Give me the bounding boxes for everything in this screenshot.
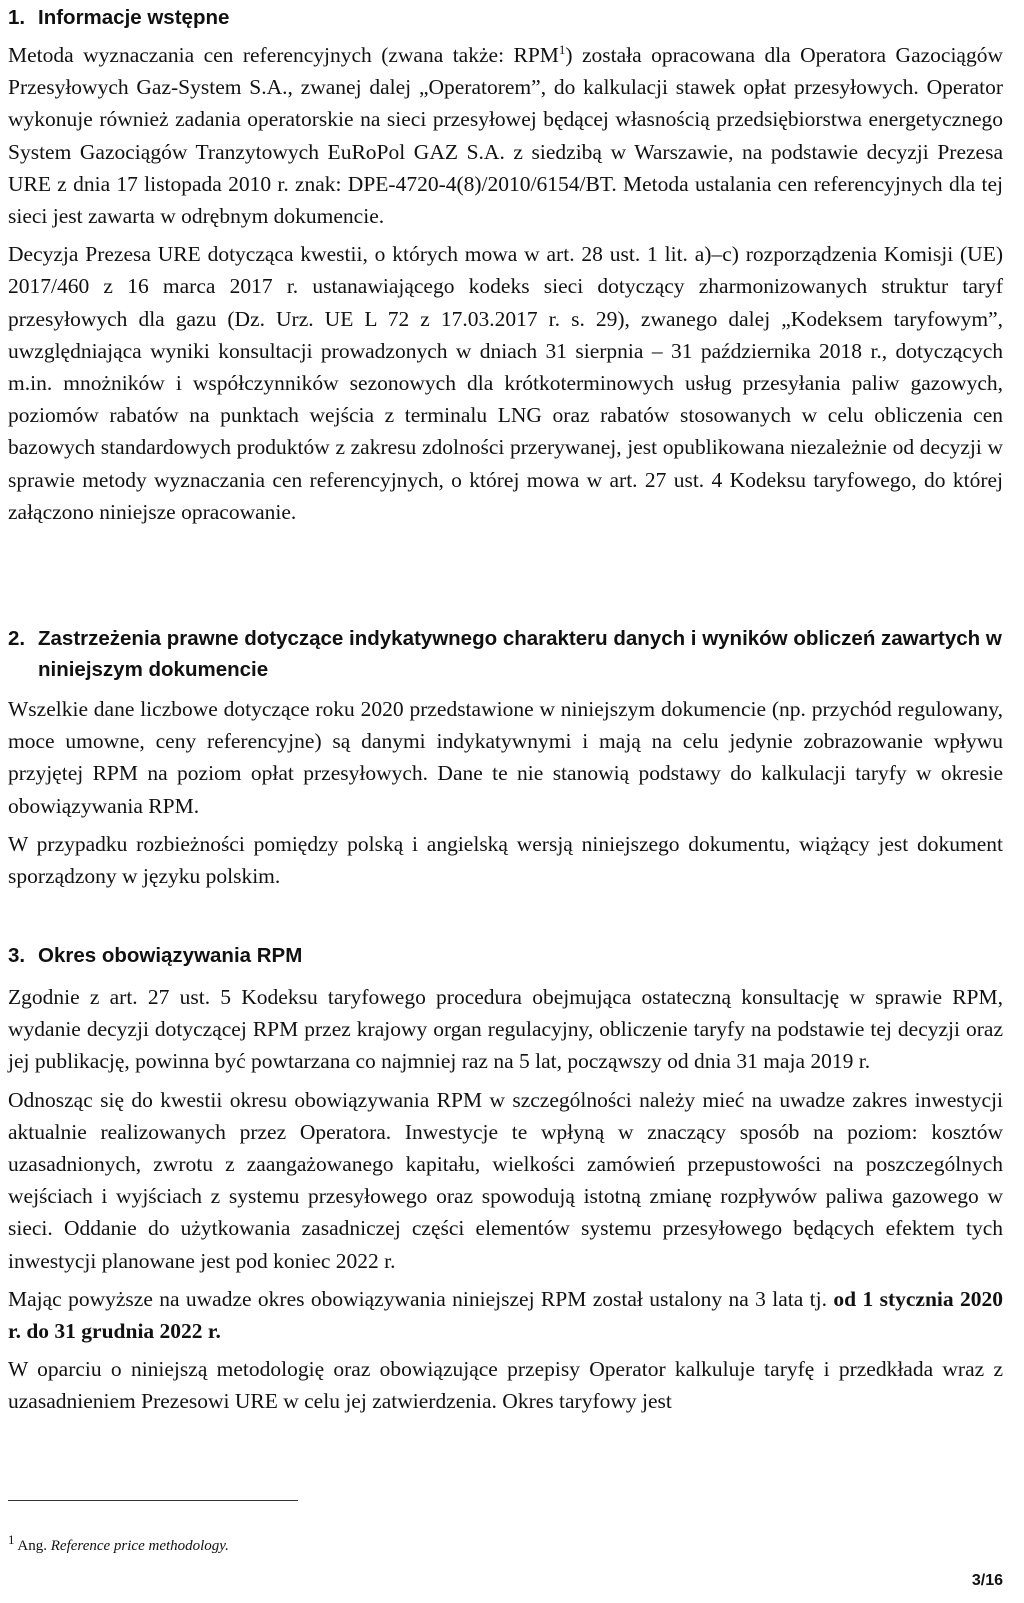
- section-1-title: Informacje wstępne: [38, 6, 230, 29]
- section-3-heading: [8, 940, 1003, 971]
- section-2-paragraph-1: Wszelkie dane liczbowe dotyczące roku 2020 przedstawione w niniejszym dokumencie (np. przychód regulowany, moce umowne, ceny referencyjne) są danymi indykatywnymi i mają na celu jedynie zobrazowanie wpływu przyjętej RPM na poziom opłat przesyłowych. Dane te nie stanowią podstawy do kalkulacji taryfy w okresie obowiązywania RPM.: [8, 697, 1003, 818]
- section-1-paragraph-1-text-b: ) została opracowana dla Operatora Gazociągów Przesyłowych Gaz-System S.A., zwanej dalej „Operatorem”, do kalkulacji stawek opłat przesyłowych. Operator wykonuje również zadania operatorskie na sieci przesyłowej będącej własnością przedsiębiorstwa energetycznego System Gazociągów Tranzytowych EuRoPol GAZ S.A. z siedzibą w Warszawie, na podstawie decyzji Prezesa URE z dnia 17 listopada 2010 r. znak: DPE-4720-4(8)/2010/6154/BT. Metoda ustalania cen referencyjnych dla tej sieci jest zawarta w odrębnym dokumencie.: [8, 43, 1003, 229]
- section-3-paragraph-2: Odnosząc się do kwestii okresu obowiązywania RPM w szczególności należy mieć na uwadze zakres inwestycji aktualnie realizowanych przez Operatora. Inwestycje te wpłyną w znaczący sposób na poziom: kosztów uzasadnionych, zwrotu z zaangażowanego kapitału, wielkości zamówień przepustowości na poszczególnych wejściach i wyjściach z systemu przesyłowego oraz spowodują istotną zmianę rozpływów paliwa gazowego w sieci. Oddanie do użytkowania zasadniczej części elementów systemu przesyłowego będących efektem tych inwestycji planowane jest pod koniec 2022 r.: [8, 1087, 1003, 1273]
- section-1-paragraph-2: Decyzja Prezesa URE dotycząca kwestii, o których mowa w art. 28 ust. 1 lit. a)–c) rozporządzenia Komisji (UE) 2017/460 z 16 marca 2017 r. ustanawiającego kodeks sieci dotyczący zharmonizowanych struktur taryf przesyłowych dla gazu (Dz. Urz. UE L 72 z 17.03.2017 r. s. 29), zwanego dalej „Kodeksem taryfowym”, uwzględniająca wyniki konsultacji prowadzonych w dniach 31 sierpnia – 31 października 2018 r., dotyczących m.in. mnożników i współczynników sezonowych dla krótkoterminowych usług przesyłania paliw gazowych, poziomów rabatów na punktach wejścia z terminalu LNG oraz rabatów stosowanych w celu obliczenia cen bazowych standardowych produktów z zakresu zdolności przerywanej, jest opublikowana niezależnie od decyzji w sprawie metody wyznaczania cen referencyjnych, o której mowa w art. 27 ust. 4 Kodeksu taryfowego, do której załączono niniejsze opracowanie.: [8, 242, 1003, 524]
- section-3-paragraph-1: Zgodnie z art. 27 ust. 5 Kodeksu taryfowego procedura obejmująca ostateczną konsultację w sprawie RPM, wydanie decyzji dotyczącej RPM przez krajowy organ regulacyjny, obliczenie taryfy na podstawie tej decyzji oraz jej publikację, powinna być powtarzana co najmniej raz na 5 lat, począwszy od dnia 31 maja 2019 r.: [8, 985, 1003, 1074]
- section-1-paragraph-1: [8, 39, 1003, 232]
- page-number: 3/16: [971, 1572, 1003, 1589]
- section-1: [8, 2, 1003, 528]
- footnote-text: Reference price methodology.: [50, 1538, 229, 1554]
- section-2-paragraph-2: W przypadku rozbieżności pomiędzy polską i angielską wersją niniejszego dokumentu, wiążący jest dokument sporządzony w języku polskim.: [8, 831, 1003, 889]
- section-2: [8, 623, 1003, 892]
- section-3-paragraph-4: W oparciu o niniejszą metodologię oraz obowiązujące przepisy Operator kalkuluje taryfę i przedkłada wraz z uzasadnieniem Prezesowi URE w celu jej zatwierdzenia. Okres taryfowy jest: [8, 1357, 1003, 1414]
- section-2-heading: [8, 623, 1003, 685]
- section-3-title: Okres obowiązywania RPM: [38, 944, 303, 967]
- validity-period: od 1 stycznia 2020 r. do 31 grudnia 2022 r.: [8, 1286, 1003, 1344]
- section-3-number: 3.: [8, 944, 26, 967]
- section-3-paragraph-3-text: Mając powyższe na uwadze okres obowiązywania niniejszej RPM został ustalony na 3 lata tj.: [8, 1286, 834, 1311]
- section-1-paragraph-1-text-a: Metoda wyznaczania cen referencyjnych (zwana także: RPM: [8, 43, 559, 67]
- footnote: [8, 1532, 229, 1555]
- section-2-number: 2.: [8, 627, 26, 650]
- section-3: [8, 940, 1003, 1418]
- section-2-title: Zastrzeżenia prawne dotyczące indykatywnego charakteru danych i wyników obliczeń zawartych w niniejszym dokumencie: [38, 627, 1002, 681]
- section-3-paragraph-3: [8, 1283, 1003, 1347]
- footnote-prefix: Ang.: [14, 1538, 51, 1554]
- footnote-marker: 1: [8, 1532, 15, 1547]
- section-1-heading: [8, 2, 1003, 33]
- footnote-reference: 1: [558, 41, 566, 57]
- footnote-divider: [8, 1500, 298, 1501]
- section-1-number: 1.: [8, 6, 26, 29]
